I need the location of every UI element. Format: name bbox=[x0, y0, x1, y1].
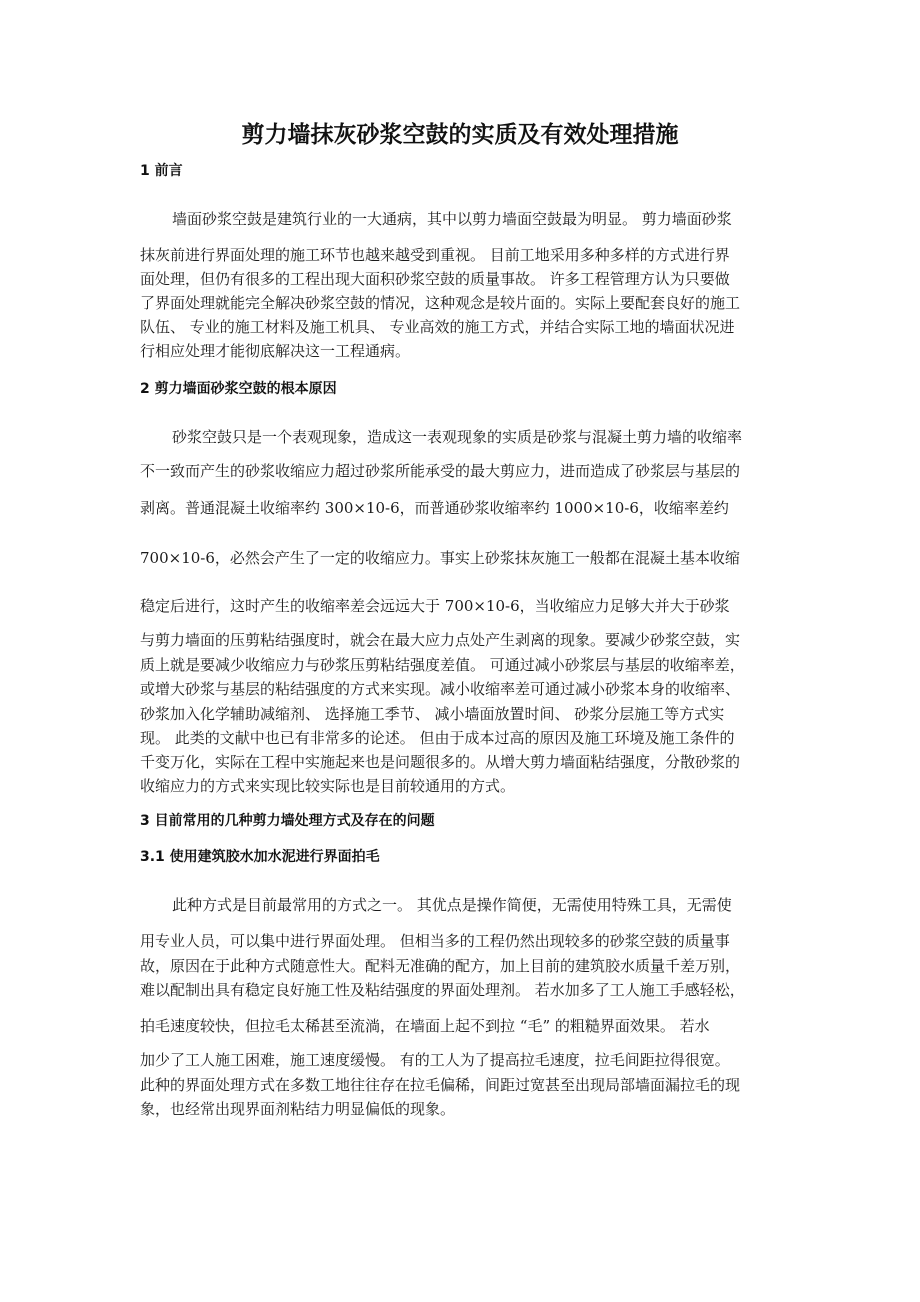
paragraph-line: 现。 此类的文献中也已有非常多的论述。 但由于成本过高的原因及施工环境及施工条件的 bbox=[140, 729, 735, 747]
section-3-1-heading: 3.1 使用建筑胶水加水泥进行界面拍毛 bbox=[140, 849, 380, 865]
paragraph-line: 队伍、 专业的施工材料及施工机具、 专业高效的施工方式，并结合实际工地的墙面状况进 bbox=[140, 318, 735, 336]
paragraph-line: 面处理，但仍有很多的工程出现大面积砂浆空鼓的质量事故。 许多工程管理方认为只要做 bbox=[140, 270, 730, 288]
paragraph-line: 与剪力墙面的压剪粘结强度时，就会在最大应力点处产生剥离的现象。要减少砂浆空鼓，实 bbox=[140, 631, 741, 649]
paragraph-line: 墙面砂浆空鼓是建筑行业的一大通病，其中以剪力墙面空鼓最为明显。 剪力墙面砂浆 bbox=[172, 210, 732, 228]
paragraph-line: 不一致而产生的砂浆收缩应力超过砂浆所能承受的最大剪应力，进而造成了砂浆层与基层的 bbox=[140, 462, 741, 480]
paragraph-line: 或增大砂浆与基层的粘结强度的方式来实现。减小收缩率差可通过减小砂浆本身的收缩率、 bbox=[140, 680, 741, 698]
paragraph-line: 故，原因在于此种方式随意性大。配料无准确的配方，加上目前的建筑胶水质量千差万别， bbox=[140, 957, 741, 975]
paragraph-line: 抹灰前进行界面处理的施工环节也越来越受到重视。 目前工地采用多种多样的方式进行界 bbox=[140, 246, 730, 264]
paragraph-line: 此种的界面处理方式在多数工地往往存在拉毛偏稀，间距过宽甚至出现局部墙面漏拉毛的现 bbox=[140, 1076, 741, 1094]
paragraph-line: 此种方式是目前最常用的方式之一。 其优点是操作简便，无需使用特殊工具，无需使 bbox=[172, 896, 732, 914]
paragraph-line: 了界面处理就能完全解决砂浆空鼓的情况，这种观念是较片面的。实际上要配套良好的施工 bbox=[140, 294, 741, 312]
paragraph-line: 砂浆加入化学辅助减缩剂、 选择施工季节、 减小墙面放置时间、 砂浆分层施工等方式实 bbox=[140, 705, 725, 723]
paragraph-line: 砂浆空鼓只是一个表观现象，造成这一表观现象的实质是砂浆与混凝土剪力墙的收缩率 bbox=[172, 428, 743, 446]
section-3-heading: 3 目前常用的几种剪力墙处理方式及存在的问题 bbox=[140, 813, 435, 829]
paragraph-line: 象，也经常出现界面剂粘结力明显偏低的现象。 bbox=[140, 1100, 456, 1118]
paragraph-line: 剥离。普通混凝土收缩率约 300×10-6，而普通砂浆收缩率约 1000×10-6，收缩率差约 bbox=[140, 499, 729, 517]
paragraph-line: 收缩应力的方式来实现比较实际也是目前较通用的方式。 bbox=[140, 777, 516, 795]
paragraph-line: 用专业人员，可以集中进行界面处理。 但相当多的工程仍然出现较多的砂浆空鼓的质量事 bbox=[140, 932, 730, 950]
paragraph-line: 稳定后进行，这时产生的收缩率差会远远大于 700×10-6，当收缩应力足够大并大于砂浆 bbox=[140, 597, 730, 615]
paragraph-line: 拍毛速度较快，但拉毛太稀甚至流淌，在墙面上起不到拉 “毛” 的粗糙界面效果。 若水 bbox=[140, 1017, 710, 1035]
paragraph-line: 难以配制出具有稳定良好施工性及粘结强度的界面处理剂。 若水加多了工人施工手感轻松， bbox=[140, 981, 745, 999]
paragraph-line: 质上就是要减少收缩应力与砂浆压剪粘结强度差值。 可通过减小砂浆层与基层的收缩率差， bbox=[140, 656, 745, 674]
paragraph-line: 加少了工人施工困难，施工速度缓慢。 有的工人为了提高拉毛速度，拉毛间距拉得很宽。 bbox=[140, 1051, 730, 1069]
paragraph-line: 行相应处理才能彻底解决这一工程通病。 bbox=[140, 342, 411, 360]
document-title: 剪力墙抹灰砂浆空鼓的实质及有效处理措施 bbox=[241, 122, 679, 148]
section-2-heading: 2 剪力墙面砂浆空鼓的根本原因 bbox=[140, 381, 337, 397]
paragraph-line: 700×10-6，必然会产生了一定的收缩应力。事实上砂浆抹灰施工一般都在混凝土基本收缩 bbox=[140, 549, 740, 567]
section-1-heading: 1 前言 bbox=[140, 163, 183, 179]
paragraph-line: 千变万化，实际在工程中实施起来也是问题很多的。从增大剪力墙面粘结强度，分散砂浆的 bbox=[140, 753, 741, 771]
